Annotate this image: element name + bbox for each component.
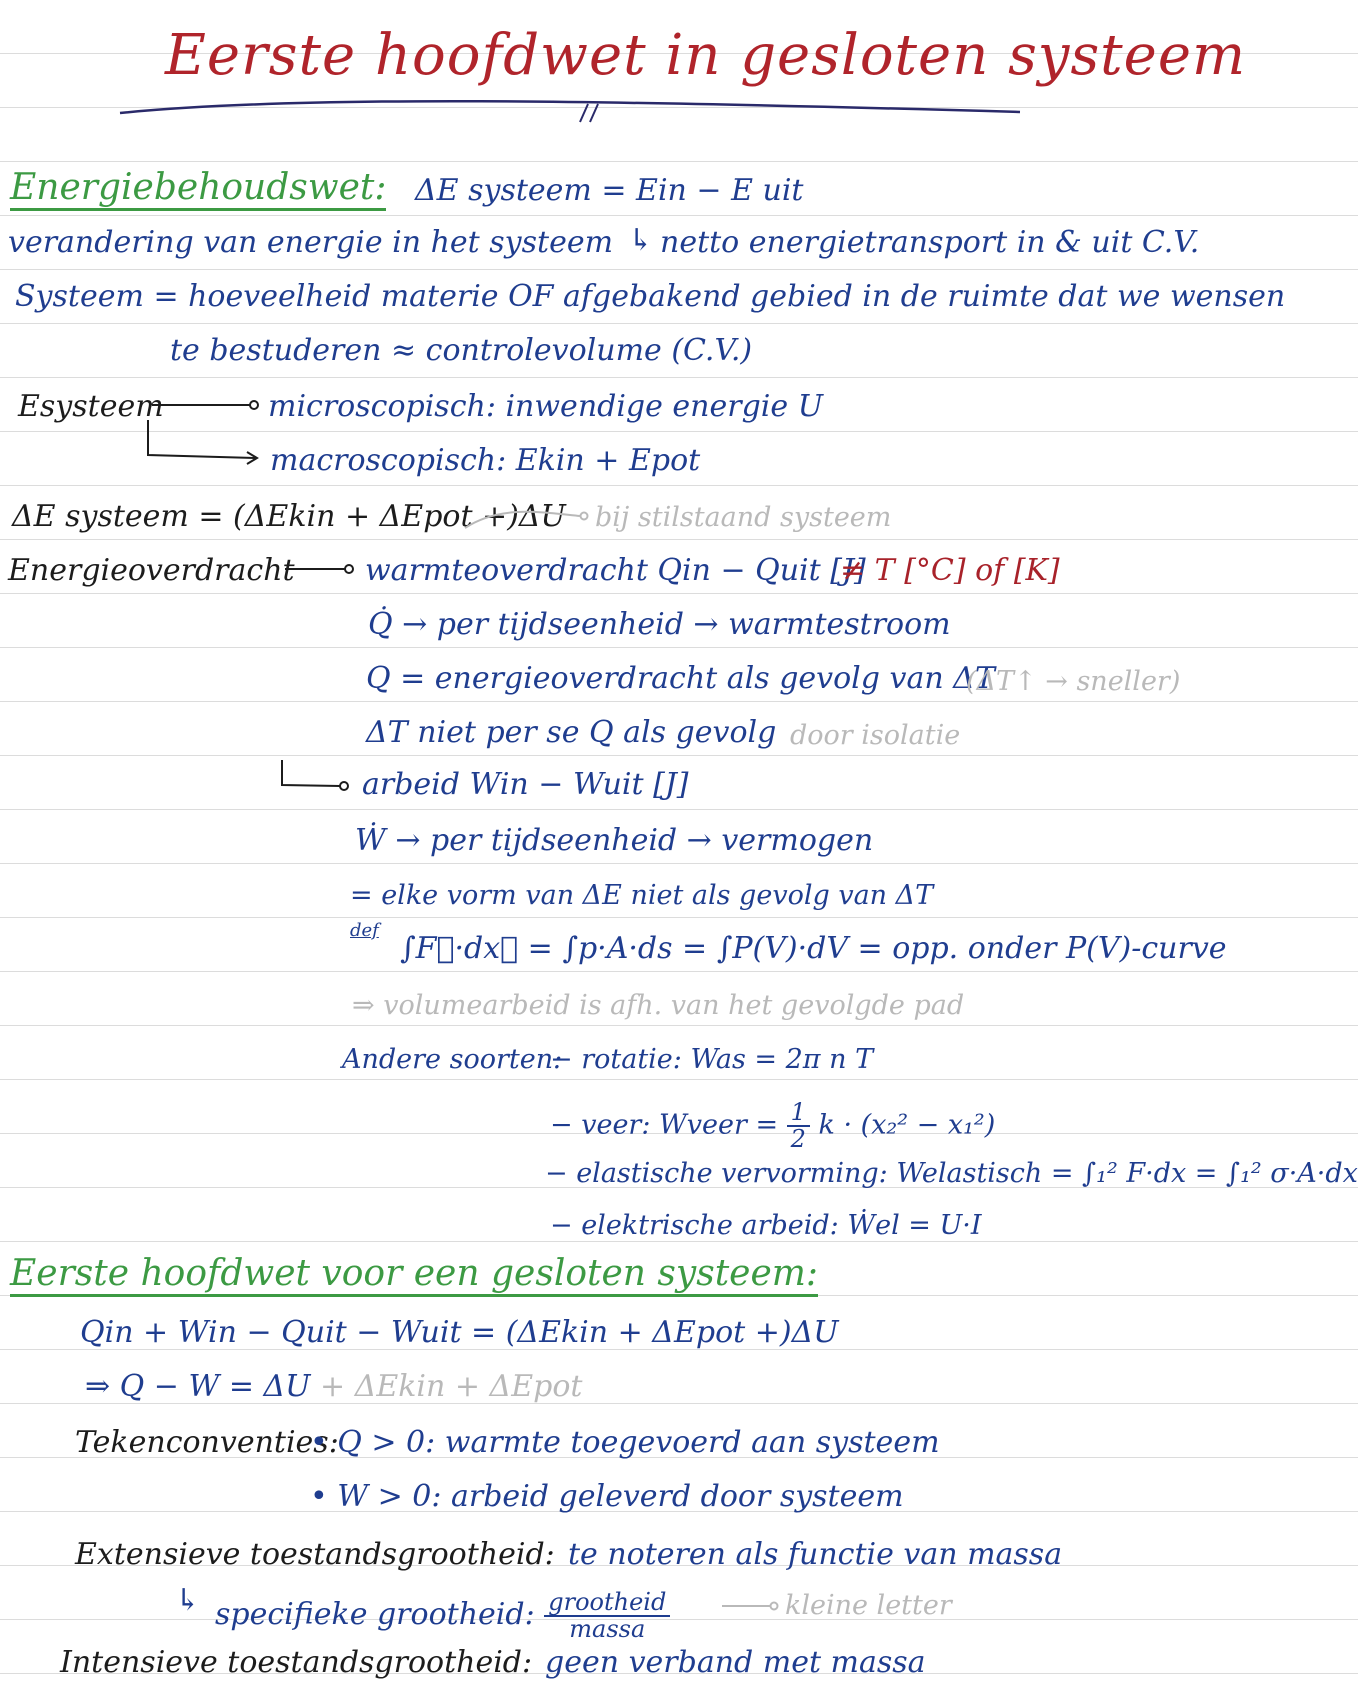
path-note: ⇒ volumearbeid is afh. van het gevolgde pad [352,990,965,1021]
delta-t-line: ΔT niet per se Q als gevolg [366,715,777,750]
energy-note-left: verandering van energie in het systeem [8,225,614,260]
heat-rate: Q̇ → per tijdseenheid → warmtestroom [368,607,951,642]
work-rate: Ẇ → per tijdseenheid → vermogen [355,823,874,858]
heat-transfer: warmteoverdracht Qin − Quit [J] [365,553,866,588]
first-law-heading: Eerste hoofdwet voor een gesloten systeem: [10,1256,818,1297]
macro-energy: macroscopisch: Ekin + Epot [270,443,701,478]
energy-formula: ΔE systeem = Ein − E uit [415,173,804,208]
work-integral: ∫F⃗·dx⃗ = ∫p·A·ds = ∫P(V)·dV = opp. onder P(V)-curve [400,931,1227,966]
arrow-icon: ↳ [175,1583,201,1618]
fraction-denominator: 2 [790,1125,806,1154]
page-title: Eerste hoofdwet in gesloten systeem [165,23,1247,88]
intensive-label: Intensieve toestandsgrootheid: [60,1645,533,1680]
sign-convention-w: • W > 0: arbeid geleverd door systeem [310,1479,904,1514]
work-spring-post: k · (x₂² − x₁²) [818,1109,996,1141]
def-label: def [350,920,379,941]
energy-heading: Energiebehoudswet: [10,170,386,211]
other-work-label: Andere soorten: [342,1044,563,1075]
sign-convention-q: • Q > 0: warmte toegevoerd aan systeem [310,1425,940,1460]
fraction-numerator: grootheid [544,1590,670,1617]
esysteem-label: Esysteem [18,389,164,424]
intensive-definition: geen verband met massa [545,1645,926,1680]
delta-t-note: door isolatie [790,720,961,751]
first-law-eq1: Qin + Win − Quit − Wuit = (ΔEkin + ΔEpot +)ΔU [80,1315,839,1350]
extensive-label: Extensieve toestandsgrootheid: [75,1537,555,1572]
heat-definition-note: (ΔT↑ → sneller) [966,666,1181,697]
delta-note: bij stilstaand systeem [595,502,892,533]
work-elastic: − elastische vervorming: Welastisch = ∫₁² F·dx = ∫₁² σ·A·dx [545,1158,1358,1189]
energy-note-right: netto energietransport in & uit C.V. [660,225,1200,260]
fraction-numerator: 1 [787,1100,810,1127]
arrow-icon: ↳ [628,223,654,258]
work-spring-pre: − veer: Wveer = [550,1109,779,1141]
first-law-eq2-grey: + ΔEkin + ΔEpot [320,1369,583,1404]
work-transfer: arbeid Win − Wuit [J] [362,767,689,802]
extensive-definition: te noteren als functie van massa [568,1537,1063,1572]
transfer-label: Energieoverdracht [8,553,295,588]
heat-definition: Q = energieoverdracht als gevolg van ΔT [366,661,995,696]
micro-energy: microscopisch: inwendige energie U [268,389,823,424]
first-law-eq2-main: ⇒ Q − W = ΔU [85,1369,311,1404]
work-definition: = elke vorm van ΔE niet als gevolg van ΔT [350,880,934,911]
sign-conventions-label: Tekenconventies: [75,1425,339,1460]
specific-label: specifieke grootheid: [215,1597,535,1633]
delta-e-equation: ΔE systeem = (ΔEkin + ΔEpot +)ΔU [12,499,566,534]
heat-unit-note: ≠ T [°C] of [K] [840,553,1060,588]
work-rotation: − rotatie: Was = 2π n T [550,1044,874,1075]
systeem-definition: Systeem = hoeveelheid materie OF afgebakend gebied in de ruimte dat we wensen [15,279,1286,314]
specific-note: kleine letter [785,1590,952,1621]
systeem-definition-cont: te bestuderen ≈ controlevolume (C.V.) [170,333,753,368]
fraction-denominator: massa [569,1615,646,1644]
work-electric: − elektrische arbeid: Ẇel = U·I [550,1210,982,1241]
